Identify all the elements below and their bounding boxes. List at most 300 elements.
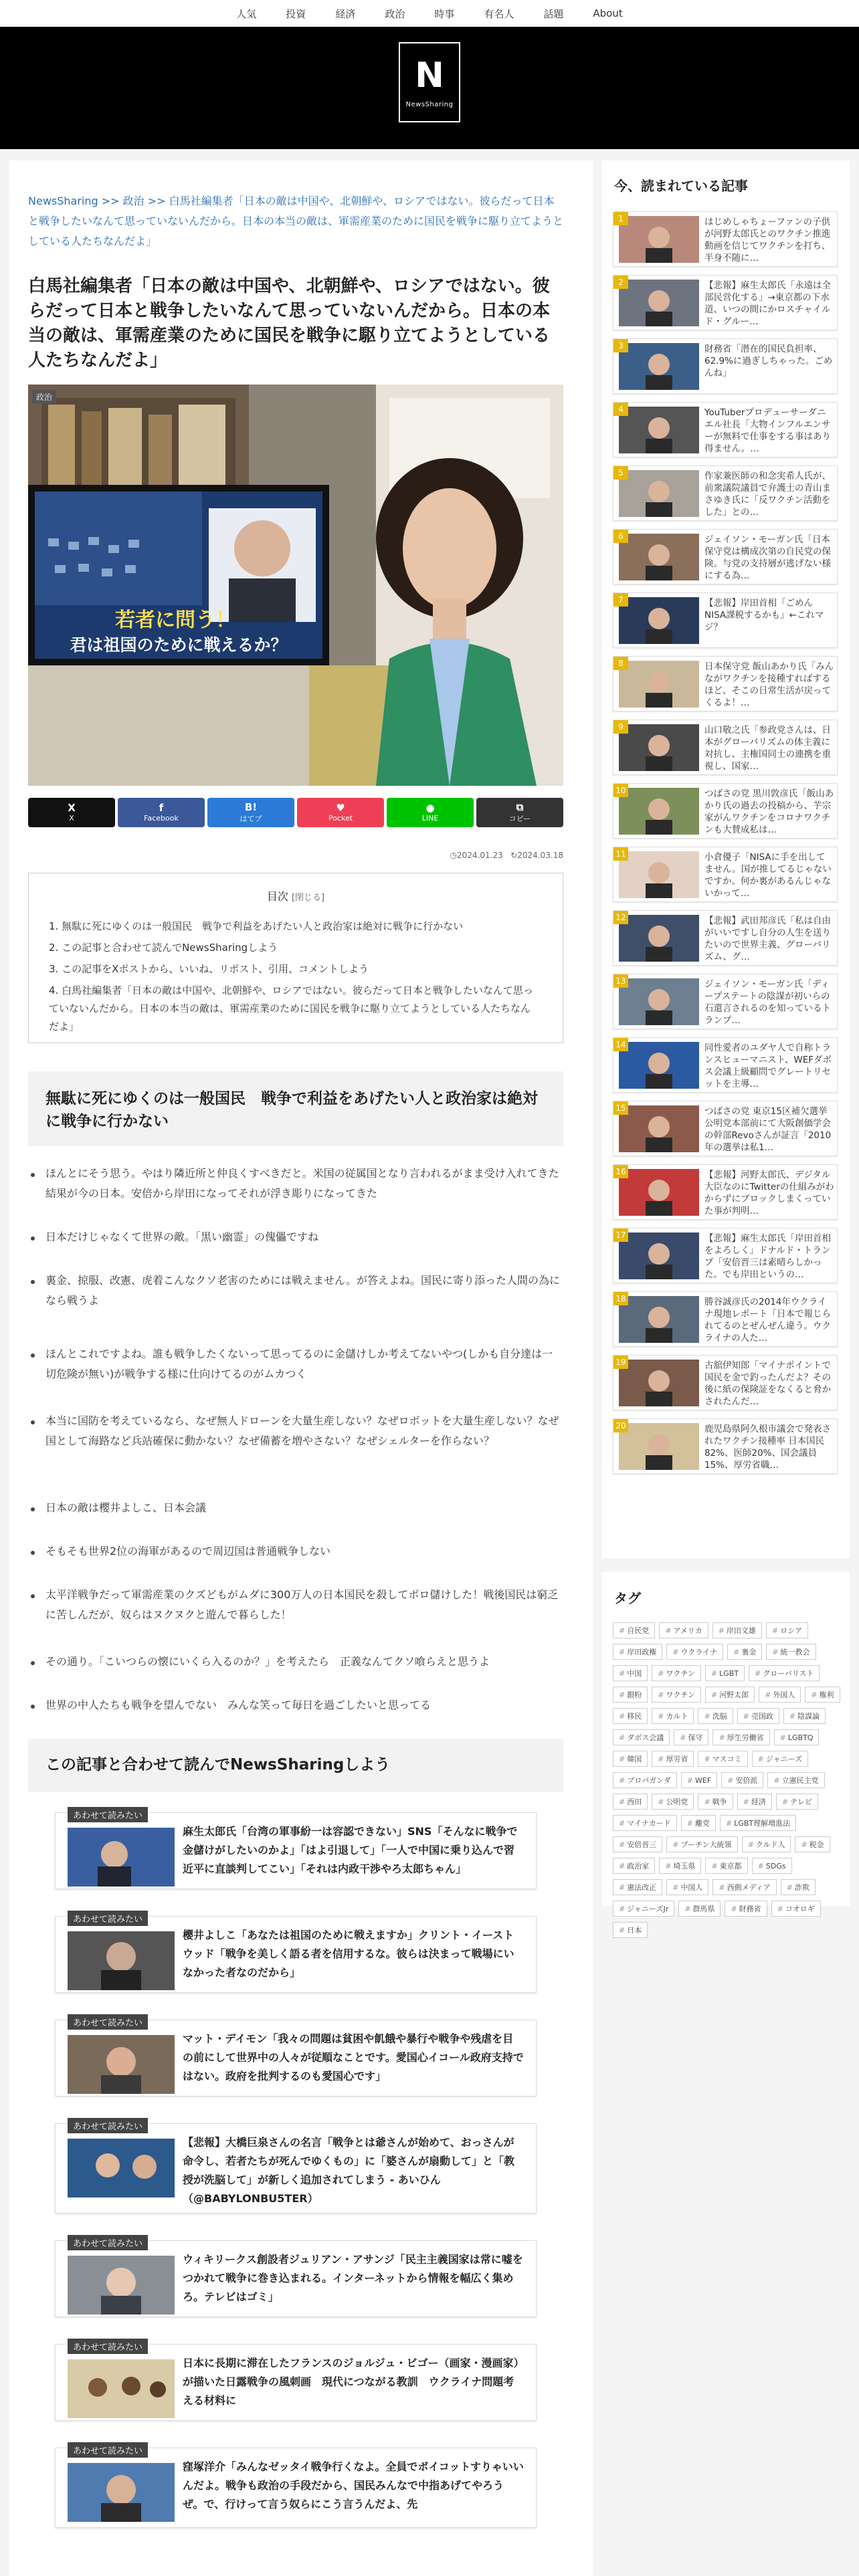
related-thumbnail: [68, 2139, 175, 2197]
list-item-text: その通り。「こいつらの懐にいくら入るのか？」を考えたら 正義なんてクソ喰らえと思うよ: [45, 1655, 490, 1668]
hash-icon: #: [619, 1754, 626, 1763]
ranking-title[interactable]: 山口敬之氏「参政党さんは、日本がグローバリズムの体主義に対抗し、主権国同士の連携を重視し、国家…: [704, 725, 831, 772]
ranking-title[interactable]: 同性愛者のユダヤ人で自称トランスヒューマニスト、WEFダボス会議上級顧問でグレートリセットを主導…: [704, 1043, 832, 1089]
list-item: [28, 1541, 563, 1562]
tag-link[interactable]: [781, 1879, 816, 1895]
nav-item-celebrities[interactable]: 有名人: [484, 7, 514, 20]
hash-icon: #: [686, 1818, 693, 1828]
photo-illustration: [28, 385, 563, 786]
sidebar: [602, 160, 850, 2576]
hash-icon: #: [773, 1776, 780, 1785]
tag-label: LGBT: [719, 1669, 739, 1678]
ranking-title[interactable]: 財務省「潜在的国民負担率、62.9%に過ぎしちゃった。ごめんね」: [704, 344, 833, 379]
ranking-title[interactable]: YouTuberプロデューサーダニエル社長「大物インフルエンサーが無料で仕事をする事はあり得ません。…: [704, 407, 831, 454]
tag-link[interactable]: [698, 1708, 733, 1724]
nav-item-popular[interactable]: 人気: [236, 7, 257, 20]
tag-link[interactable]: [805, 1687, 840, 1703]
ranking-item[interactable]: [613, 910, 838, 966]
rank-number: 3: [613, 339, 628, 352]
related-title[interactable]: 窪塚洋介「みんなゼッタイ戦争行くなよ。全員でボイコットすりゃいいんだよ。戦争も政治の手段だから、国民みんなで中指あげてやろうぜ。で、行けって言う奴らにこう言うんだよ、先: [183, 2460, 524, 2510]
tag-label: ジャニーズ: [765, 1755, 803, 1763]
nav-item-topics[interactable]: 話題: [543, 7, 564, 20]
tag-link[interactable]: [752, 1751, 808, 1767]
rank-number: 14: [613, 1038, 628, 1051]
related-title[interactable]: 日本に長期に滞在したフランスのジョルジュ・ビゴー（画家・漫画家）が描いた日露戦争の風刺画 現代につながる教訓 ウクライナ問題考える材料に: [183, 2357, 519, 2407]
share-label: はてブ: [240, 814, 262, 823]
ranking-item[interactable]: [613, 974, 838, 1029]
related-thumbnail: [68, 1931, 175, 1990]
hash-icon: #: [743, 1711, 749, 1721]
ranking-title[interactable]: 勝谷誠彦氏の2014年ウクライナ現地レポート「日本で報じられてるのとぜんぜん違う。ウクライナの人た…: [704, 1297, 831, 1344]
tag-label: 税金: [809, 1840, 824, 1849]
tag-label: 立憲民主党: [781, 1776, 819, 1785]
tag-link[interactable]: [681, 1772, 717, 1788]
tag-link[interactable]: [759, 1687, 801, 1703]
share-line-button[interactable]: [387, 798, 474, 827]
related-badge: あわせて読みたい: [68, 2118, 148, 2133]
ranking-item[interactable]: [613, 1355, 838, 1410]
tag-link[interactable]: [767, 1772, 824, 1788]
tag-link[interactable]: [749, 1665, 820, 1681]
related-card[interactable]: [55, 2123, 537, 2214]
main-content: [9, 160, 593, 2576]
ranking-title[interactable]: 【悲報】麻生太郎氏「岸田首相をよろしく」ドナルド・トランプ「安倍晋三は素晴らしかった。でも岸田というの…: [704, 1233, 831, 1280]
ranking-item[interactable]: [613, 275, 838, 330]
ranking-title[interactable]: 【悲報】岸田首相「ごめんNISA課税するかも」←これマジ？: [704, 598, 824, 633]
bullet-dot: [31, 1705, 35, 1709]
section-heading-text: 無駄に死にゆくのは一般国民 戦争で利益をあげたい人と政治家は絶対に戦争に行かない: [45, 1090, 538, 1130]
x-icon: X: [68, 802, 76, 814]
breadcrumb: [28, 191, 563, 251]
tag-link[interactable]: [666, 1644, 723, 1660]
toc-title: 目次: [266, 890, 288, 903]
tag-link[interactable]: [613, 1922, 648, 1938]
hash-icon: #: [619, 1840, 626, 1849]
tag-link[interactable]: [771, 1901, 821, 1917]
ranking-item[interactable]: [613, 1291, 838, 1347]
share-label: LINE: [421, 814, 439, 823]
ranking-thumbnail: [619, 788, 699, 835]
share-hatebu-button[interactable]: [207, 798, 294, 827]
tag-link[interactable]: [613, 1622, 655, 1638]
tag-label: マイナカード: [627, 1819, 671, 1828]
ranking-title[interactable]: 【悲報】武田邦彦氏「私は自由がいいですし自分の人生を送りたいので世界主義、グローバリズム、グ…: [704, 916, 831, 962]
tag-link[interactable]: [705, 1858, 747, 1874]
site-logo[interactable]: [399, 42, 460, 122]
tag-label: 厚労省: [666, 1755, 688, 1763]
bullet-dot: [31, 1354, 35, 1358]
list-item: [28, 1344, 563, 1384]
related-badge: あわせて読みたい: [68, 1807, 148, 1822]
tag-link[interactable]: [721, 1772, 763, 1788]
tag-link[interactable]: [659, 1622, 708, 1638]
bullet-dot: [31, 1173, 35, 1177]
breadcrumb-category[interactable]: 政治: [122, 195, 145, 207]
tag-label: 保守: [688, 1733, 703, 1742]
related-card[interactable]: [55, 2344, 537, 2421]
rank-number: 5: [613, 466, 628, 479]
tag-label: 経済: [751, 1798, 766, 1806]
hash-icon: #: [711, 1861, 718, 1870]
related-title[interactable]: マット・デイモン「我々の問題は貧困や飢餓や暴行や戦争や残虐を目の前にして世界中の人々が従順なことです。愛国心イコール政府支持ではない。政府を批判するのも愛国心です」: [183, 2032, 524, 2082]
tag-link[interactable]: [613, 1687, 648, 1703]
related-title[interactable]: ウィキリークス創設者ジュリアン・アサンジ「民主主義国家は常に嘘をつかれて戦争に巻き込まれる。インターネットから情報を幅広く集めろ。テレビはゴミ」: [183, 2253, 523, 2303]
hash-icon: #: [658, 1669, 664, 1678]
tag-link[interactable]: [737, 1794, 772, 1810]
bullet-dot: [31, 1280, 35, 1284]
list-item: [28, 1498, 563, 1518]
tag-label: 財務省: [739, 1905, 761, 1913]
breadcrumb-sep: >>: [101, 195, 120, 207]
tag-link[interactable]: [705, 1665, 745, 1681]
bullet-dot: [31, 1507, 35, 1511]
related-heading-text: この記事と合わせて読んでNewsSharingしよう: [45, 1756, 391, 1774]
list-item: [28, 1227, 563, 1247]
tag-link[interactable]: [725, 1901, 767, 1917]
photo-caption-1: 若者に問う！: [115, 609, 235, 632]
tag-link[interactable]: [766, 1644, 816, 1660]
tag-heading: タグ: [614, 1590, 641, 1606]
tag-label: 中国人: [680, 1883, 703, 1892]
ranking-title[interactable]: 古舘伊知郎「マイナポイントで国民を金で釣ったんだよ？その後に紙の保険証をなくると脅かされたんだ…: [704, 1360, 831, 1407]
tag-label: 陰謀論: [797, 1712, 820, 1721]
rank-number: 6: [613, 530, 628, 543]
ranking-heading: 今、読まれている記事: [614, 177, 748, 194]
bullet-dot: [31, 1237, 35, 1241]
hash-icon: #: [619, 1861, 626, 1870]
rank-number: 10: [613, 784, 628, 797]
share-label: コピー: [508, 814, 531, 823]
toc-heading: [29, 888, 563, 903]
list-item-text: 日本の敵は櫻井よしこ、日本会議: [45, 1501, 207, 1514]
tag-label: ダボス会議: [627, 1733, 664, 1742]
ranking-item[interactable]: [613, 338, 838, 394]
list-item-text: ほんとこれですよね。誰も戦争したくないって思ってるのに金儲けしか考えてないやつ(しかも自分達は一切危険が無い)が戦争する様に仕向けてるのがムカつく: [45, 1348, 553, 1380]
tag-link[interactable]: [652, 1665, 701, 1681]
tag-link[interactable]: [613, 1901, 674, 1917]
tag-label: 権利: [819, 1691, 834, 1699]
tag-link[interactable]: [613, 1815, 677, 1831]
ranking-title[interactable]: つばさの党 黒川敦彦氏「飯山あかり氏の過去の投稿から、芋宗家がんワクチンをコロナワクチンも大賛成私は…: [704, 788, 834, 835]
related-card[interactable]: [55, 1916, 537, 1993]
published-date: 2024.01.23: [457, 851, 503, 860]
ranking-title[interactable]: 【悲報】麻生太郎氏「永遠は全部民営化する」→東京都の下水道、いつの間にかロスチャイルド・グルー…: [704, 280, 831, 327]
ranking-item[interactable]: [613, 783, 838, 839]
tag-link[interactable]: [712, 1879, 776, 1895]
tag-link[interactable]: [613, 1858, 655, 1874]
hash-icon: #: [672, 1840, 679, 1849]
tag-label: LGBT理解増進法: [734, 1819, 791, 1828]
toc-item[interactable]: 1. 無駄に死にゆくのは一般国民 戦争で利益をあげたい人と政治家は絶対に戦争に行かない: [49, 920, 464, 932]
facebook-icon: f: [159, 802, 164, 814]
tag-link[interactable]: [613, 1729, 670, 1745]
tag-link[interactable]: [712, 1622, 762, 1638]
hash-icon: #: [710, 1669, 718, 1678]
hash-icon: #: [672, 1883, 679, 1892]
tag-link[interactable]: [652, 1794, 694, 1810]
ranking-title[interactable]: 小倉優子「NISAに手を出してません。国が推してるじゃないですか。何か裏があるんじゃないかって…: [704, 852, 832, 899]
rank-number: 2: [613, 276, 628, 289]
tag-cloud: [613, 1622, 840, 1938]
tag-label: プロパガンダ: [627, 1776, 671, 1785]
ranking-title[interactable]: つばさの党 東京15区補欠選挙 公明党本部前にて大阪創価学会の幹部Revoさんが証言「2010年の選挙は私1…: [704, 1106, 832, 1153]
related-badge: あわせて読みたい: [68, 2339, 148, 2354]
rank-number: 1: [613, 212, 628, 225]
tag-label: ワクチン: [666, 1669, 695, 1678]
list-item: [28, 1585, 563, 1625]
nav-item-politics[interactable]: 政治: [385, 7, 405, 20]
tag-link[interactable]: [737, 1708, 779, 1724]
tag-link[interactable]: [652, 1751, 694, 1767]
tag-label: 東京都: [719, 1862, 742, 1870]
rank-number: 13: [613, 974, 628, 988]
hash-icon: #: [719, 1733, 725, 1742]
tag-label: 詐欺: [795, 1883, 809, 1892]
tag-label: プーチン大統領: [680, 1840, 732, 1849]
article-title: 白馬社編集者「日本の敵は中国や、北朝鮮や、ロシアではない。彼らだって日本と戦争したいなんて思っていないんだから。日本の本当の敵は、軍需産業のために国民を戦争に駆り立てようとしている人たちなんだよ」: [28, 276, 551, 370]
related-badge: あわせて読みたい: [68, 2014, 148, 2030]
nav-item-current-affairs[interactable]: 時事: [434, 7, 455, 20]
tag-label: 埼玉県: [673, 1862, 696, 1870]
tag-link[interactable]: [705, 1687, 755, 1703]
clock-icon: ◷: [450, 851, 458, 860]
ranking-item[interactable]: [613, 847, 838, 902]
rank-number: 15: [613, 1101, 628, 1115]
tag-label: 河野太郎: [719, 1691, 749, 1699]
ranking-item[interactable]: [613, 1228, 838, 1283]
ranking-thumbnail: [619, 1232, 699, 1279]
tag-link[interactable]: [742, 1836, 791, 1852]
ranking-thumbnail: [619, 1296, 699, 1343]
nav-item-investment[interactable]: 投資: [286, 7, 306, 20]
share-facebook-button[interactable]: [118, 798, 205, 827]
hash-icon: #: [658, 1754, 664, 1763]
share-pocket-button[interactable]: [297, 798, 384, 827]
list-item: [28, 1271, 563, 1311]
hash-icon: #: [781, 1797, 789, 1806]
tag-label: カルト: [666, 1712, 688, 1721]
ranking-title[interactable]: ジェイソン・モーガン氏「ディープステートの陰謀が初いらの石還言されるのを知っているトランプ…: [704, 979, 831, 1026]
hash-icon: #: [672, 1647, 679, 1656]
tag-link[interactable]: [613, 1836, 662, 1852]
tag-label: 安倍派: [735, 1776, 758, 1785]
bullet-dot: [31, 1594, 35, 1598]
list-item-text: 日本だけじゃなくて世界の敵。「黒い幽霊」の傀儡ですね: [45, 1230, 319, 1243]
ranking-thumbnail: [619, 1360, 699, 1406]
tag-widget: [602, 1572, 850, 1935]
article-dates: [28, 851, 563, 860]
hash-icon: #: [765, 1690, 771, 1699]
tag-label: ロシア: [780, 1626, 803, 1635]
tag-label: アメリカ: [673, 1626, 702, 1635]
tag-label: 銀粉: [627, 1691, 642, 1699]
related-card[interactable]: [55, 2240, 537, 2317]
tag-label: 群馬県: [692, 1905, 715, 1913]
ranking-title[interactable]: はじめしゃちょーファンの子供が河野太郎氏とのワクチン推進動画を信じてワクチンを打ち、半身不随に…: [704, 217, 831, 263]
ranking-item[interactable]: [613, 1418, 838, 1474]
tag-label: 西田: [627, 1798, 642, 1806]
ranking-item[interactable]: [613, 465, 838, 521]
ranking-item[interactable]: [613, 593, 838, 648]
section-heading: [28, 1071, 563, 1146]
tag-label: ワクチン: [666, 1691, 695, 1699]
ranking-title[interactable]: 日本保守党 飯山あかり氏「みんながワクチンを接種すればするほど、そこの日常生活が戻ってくるよ！…: [704, 661, 834, 708]
category-badge[interactable]: 政治: [32, 390, 56, 404]
ranking-thumbnail: [619, 343, 699, 390]
bullet-dot: [31, 1420, 35, 1424]
tag-link[interactable]: [720, 1815, 796, 1831]
tag-link[interactable]: [678, 1901, 721, 1917]
tag-link[interactable]: [613, 1794, 648, 1810]
related-title[interactable]: 【悲報】大橋巨泉さんの名言「戦争とは爺さんが始めて、おっさんが命令し、若者たちが死んでゆくもの」に「婆さんが扇動して」と「教授が洗脳して」が新しく追加されてしまう - あいひん（@BABYLONBU5TER）: [183, 2136, 515, 2205]
tag-link[interactable]: [698, 1794, 733, 1810]
tag-link[interactable]: [666, 1836, 737, 1852]
tag-link[interactable]: [712, 1729, 769, 1745]
ranking-item[interactable]: [613, 1164, 838, 1220]
tag-link[interactable]: [613, 1879, 662, 1895]
rank-number: 17: [613, 1228, 628, 1242]
tag-label: テレビ: [790, 1798, 812, 1806]
rank-number: 7: [613, 593, 628, 607]
toc-item[interactable]: 2. この記事と合わせて読んでNewsSharingしよう: [49, 942, 278, 954]
tag-link[interactable]: [783, 1708, 826, 1724]
tag-link[interactable]: [776, 1794, 818, 1810]
tag-link[interactable]: [727, 1644, 762, 1660]
tag-link[interactable]: [652, 1687, 701, 1703]
rank-number: 11: [613, 847, 628, 861]
ranking-item[interactable]: [613, 1101, 838, 1156]
breadcrumb-home[interactable]: NewsSharing: [28, 195, 98, 207]
tag-link[interactable]: [652, 1708, 694, 1724]
hash-icon: #: [665, 1861, 672, 1870]
hash-icon: #: [710, 1690, 718, 1699]
ranking-title[interactable]: 鹿児島県阿久根市議会で発表されたワクチン接種率 日本国民82%、医師20%、国会議員15%、厚労省職…: [704, 1424, 831, 1471]
ranking-thumbnail: [619, 280, 699, 326]
bullet-dot: [31, 1661, 35, 1665]
breadcrumb-sep: >>: [147, 195, 166, 207]
rank-number: 12: [613, 911, 628, 924]
share-x-button[interactable]: [28, 798, 115, 827]
ranking-title[interactable]: ジェイソン・モーガン氏「日本保守党は構成次第の自民党の保険。与党の支持層が逃げない様にする為…: [704, 534, 831, 581]
hash-icon: #: [757, 1754, 764, 1763]
tag-label: クルド人: [755, 1840, 785, 1849]
hash-icon: #: [743, 1797, 749, 1806]
copy-icon: ⧉: [516, 800, 524, 813]
rank-number: 19: [613, 1356, 628, 1369]
tag-link[interactable]: [659, 1858, 701, 1874]
breadcrumb-current[interactable]: 白馬社編集者「日本の敵は中国や、北朝鮮や、ロシアではない。彼らだって日本と戦争したいなんて思っていないんだから。日本の本当の敵は、軍需産業のために国民を戦争に駆り立てようとしている人たちなんだよ」: [28, 195, 564, 247]
tag-link[interactable]: [752, 1858, 792, 1874]
toc-item[interactable]: 4. 白馬社編集者「日本の敵は中国や、北朝鮮や、ロシアではない。彼らだって日本と戦争したいなんて思っていないんだから。日本の本当の敵は、軍需産業のために国民を戦争に駆り立てようとしている人たちなんだよ」: [49, 984, 533, 1033]
ranking-item[interactable]: [613, 1037, 838, 1093]
rank-number: 8: [613, 657, 628, 670]
tag-label: 離党: [695, 1819, 710, 1828]
ranking-item[interactable]: [613, 402, 838, 457]
ranking-item[interactable]: [613, 656, 838, 712]
list-item-text: ほんとにそう思う。やはり隣近所と仲良くすべきだと。米国の従属国となり言われるがまま受け入れてきた結果が今の日本。安倍から岸田になってそれが浮き彫りになってきた: [45, 1167, 559, 1200]
hash-icon: #: [658, 1711, 664, 1721]
hash-icon: #: [726, 1818, 733, 1828]
hash-icon: #: [704, 1797, 710, 1806]
tag-link[interactable]: [613, 1644, 662, 1660]
hash-icon: #: [704, 1711, 710, 1721]
tag-label: 岸田文雄: [726, 1626, 756, 1635]
tag-link[interactable]: [766, 1622, 808, 1638]
ranking-thumbnail: [619, 216, 699, 263]
top-nav: [0, 0, 859, 27]
hash-icon: #: [619, 1883, 626, 1892]
nav-item-about[interactable]: About: [593, 7, 623, 19]
hash-icon: #: [811, 1690, 818, 1699]
ranking-thumbnail: [619, 597, 699, 644]
related-thumbnail: [68, 2035, 175, 2094]
ranking-item[interactable]: [613, 720, 838, 775]
related-card[interactable]: [55, 2020, 537, 2097]
ranking-item[interactable]: [613, 211, 838, 267]
toc-item[interactable]: 3. この記事をXポストから、いいね、リポスト、引用、コメントしよう: [49, 963, 369, 975]
tag-label: マスコミ: [712, 1755, 742, 1763]
related-title[interactable]: 櫻井よしこ「あなたは祖国のために戦えますか」クリント・イーストウッド「戦争を美しく語る者を信用するな。彼らは決まって戦場にいなかった者なのだから」: [183, 1929, 514, 1979]
tag-link[interactable]: [666, 1879, 708, 1895]
tag-label: 洗脳: [712, 1712, 727, 1721]
tag-link[interactable]: [613, 1751, 648, 1767]
hash-icon: #: [619, 1626, 626, 1635]
photo-caption-2: 君は祖国のために戦えるか？: [70, 635, 288, 655]
tag-label: 日本: [627, 1926, 642, 1935]
list-item: [28, 1695, 563, 1715]
list-item-text: そもそも世界2位の海軍があるので周辺国は普通戦争しない: [45, 1545, 331, 1558]
tag-label: グローバリスト: [763, 1669, 814, 1678]
hash-icon: #: [680, 1733, 686, 1742]
hatebu-icon: B!: [244, 800, 258, 813]
tag-link[interactable]: [774, 1729, 820, 1745]
tag-link[interactable]: [681, 1815, 716, 1831]
tag-link[interactable]: [674, 1729, 708, 1745]
tag-link[interactable]: [613, 1708, 648, 1724]
tag-label: ウクライナ: [680, 1648, 718, 1656]
tag-label: 統一教会: [780, 1648, 810, 1656]
ranking-thumbnail: [619, 1042, 699, 1089]
hash-icon: #: [772, 1647, 779, 1656]
toc-toggle[interactable]: [閉じる]: [291, 893, 325, 903]
tag-link[interactable]: [613, 1772, 677, 1788]
related-card[interactable]: [55, 1812, 537, 1889]
tag-link[interactable]: [795, 1836, 830, 1852]
ranking-title[interactable]: 【悲報】河野太郎氏、デジタル大臣なのにTwitterの仕組みがわからずにブロックしまくっていた事が判明…: [704, 1170, 834, 1216]
ranking-thumbnail: [619, 661, 699, 708]
hash-icon: #: [619, 1711, 626, 1721]
hash-icon: #: [619, 1669, 626, 1678]
tag-label: コオロギ: [785, 1905, 815, 1913]
related-heading: [28, 1739, 563, 1792]
nav-item-economy[interactable]: 経済: [335, 7, 356, 20]
ranking-thumbnail: [619, 1105, 699, 1152]
hash-icon: #: [619, 1797, 626, 1806]
tag-label: 中国: [627, 1669, 642, 1678]
hash-icon: #: [658, 1690, 664, 1699]
tag-link[interactable]: [613, 1665, 648, 1681]
copy-link-button[interactable]: [476, 798, 563, 827]
rank-number: 16: [613, 1165, 628, 1178]
ranking-title[interactable]: 作家兼医師の和念実希人氏が、前衆議院議員で弁護士の青山まさゆき氏に「反ワクチン活動をした」との…: [704, 471, 831, 518]
tag-link[interactable]: [698, 1751, 747, 1767]
ranking-thumbnail: [619, 1423, 699, 1470]
ranking-item[interactable]: [613, 529, 838, 584]
tag-label: 裏金: [741, 1648, 757, 1656]
article-photo: [28, 385, 563, 786]
related-title[interactable]: 麻生太郎氏「台湾の軍事紛一は容認できない」SNS「そんなに戦争で金儲けがしたいのかよ」「はよ引退して」「一人で中国に乗り込んで習近平に直談判してこい」「それは内政干渉やろ太郎ちゃん」: [183, 1825, 518, 1875]
related-card[interactable]: [55, 2448, 537, 2528]
